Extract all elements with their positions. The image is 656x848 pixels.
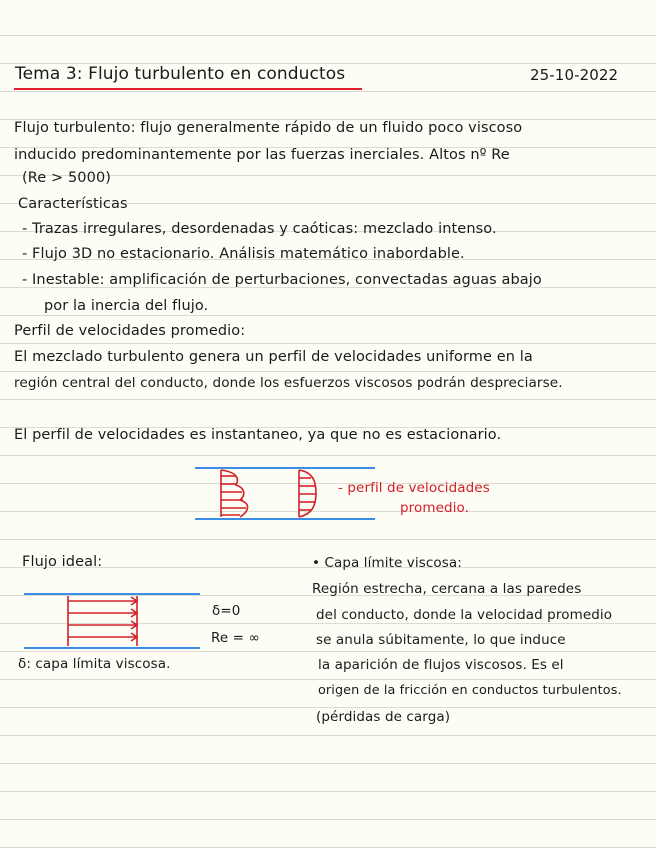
text-line: (Re > 5000) <box>22 170 112 186</box>
uniform-velocity-arrows <box>68 596 137 646</box>
bullet-item: - Flujo 3D no estacionario. Análisis matemático inabordable. <box>22 246 465 262</box>
instantaneous-profile <box>221 470 248 517</box>
capa-line: se anula súbitamente, lo que induce <box>316 632 566 648</box>
delta-value: δ=0 <box>212 603 241 619</box>
capa-line: (pérdidas de carga) <box>316 709 451 725</box>
bullet-item-continued: por la inercia del flujo. <box>44 298 209 314</box>
text-line: El mezclado turbulento genera un perfil de velocidades uniforme en la <box>14 349 533 365</box>
capa-line: del conducto, donde la velocidad promedio <box>316 607 613 623</box>
capa-heading: • Capa límite viscosa: <box>312 555 462 571</box>
page-title: Tema 3: Flujo turbulento en conductos <box>15 64 346 84</box>
section-heading: Características <box>18 196 128 212</box>
capa-line: Región estrecha, cercana a las paredes <box>312 581 582 597</box>
capa-line: la aparición de flujos viscosos. Es el <box>318 657 564 673</box>
capa-line: origen de la fricción en conductos turbulentos. <box>318 683 622 698</box>
section-heading: Perfil de velocidades promedio: <box>14 323 246 339</box>
text-line: El perfil de velocidades es instantaneo, ya que no es estacionario. <box>14 427 502 443</box>
reynolds-value: Re = ∞ <box>211 630 260 646</box>
profile-label: - perfil de velocidades <box>338 480 490 496</box>
profile-label: promedio. <box>400 500 470 516</box>
text-line: Flujo turbulento: flujo generalmente rápido de un fluido poco viscoso <box>14 120 523 136</box>
page-date: 25-10-2022 <box>530 66 619 84</box>
ideal-flow-diagram <box>24 594 200 648</box>
average-profile <box>299 470 316 517</box>
bullet-item: - Inestable: amplificación de perturbaciones, convectadas aguas abajo <box>22 272 542 288</box>
bullet-item: - Trazas irregulares, desordenadas y caóticas: mezclado intenso. <box>22 221 497 237</box>
delta-caption: δ: capa límita viscosa. <box>18 656 171 672</box>
ideal-flow-title: Flujo ideal: <box>22 554 103 570</box>
text-line: inducido predominantemente por las fuerzas inerciales. Altos nº Re <box>14 147 510 163</box>
text-line: región central del conducto, donde los esfuerzos viscosos podrán despreciarse. <box>14 375 563 391</box>
